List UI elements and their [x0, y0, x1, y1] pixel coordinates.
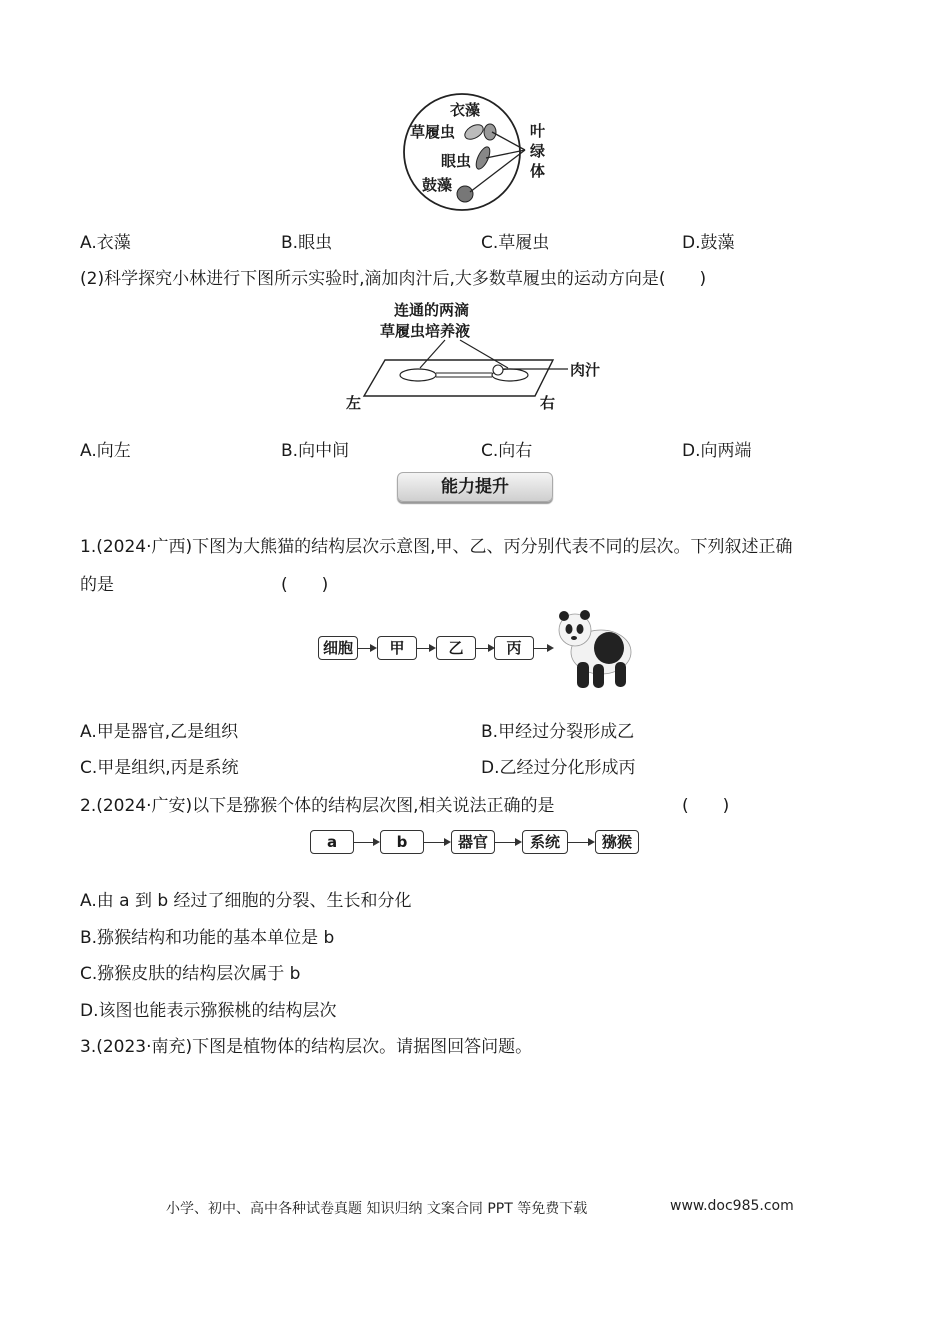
label-left: 左	[346, 394, 362, 412]
q2-stem: 2.(2024·广安)以下是猕猴个体的结构层次图,相关说法正确的是	[80, 796, 555, 816]
option-d: D.鼓藻	[682, 233, 735, 253]
option-a: A.向左	[80, 441, 131, 461]
flow-box-b: b	[380, 830, 424, 854]
option-b: B.向中间	[281, 441, 350, 461]
q1-answer-paren: ( )	[281, 575, 329, 595]
flow-box-a: a	[310, 830, 354, 854]
flow-box-monkey: 猕猴	[595, 830, 639, 854]
label-lv: 绿	[530, 142, 546, 160]
option-d: D.乙经过分化形成丙	[481, 758, 636, 778]
flow-box-bing: 丙	[494, 636, 534, 660]
label-guzao: 鼓藻	[422, 176, 453, 194]
paramecium-experiment-figure	[340, 298, 620, 414]
label-yizao: 衣藻	[450, 101, 481, 119]
option-c: C.甲是组织,丙是系统	[80, 758, 239, 778]
option-a: A.由 a 到 b 经过了细胞的分裂、生长和分化	[80, 891, 412, 911]
flow-box-organ: 器官	[451, 830, 495, 854]
flow-box-jia: 甲	[377, 636, 417, 660]
flow-arrow	[358, 648, 375, 649]
option-d: D.向两端	[682, 441, 752, 461]
question-stem: (2)科学探究小林进行下图所示实验时,滴加肉汁后,大多数草履虫的运动方向是( )	[80, 269, 707, 289]
flow-arrow	[354, 842, 378, 843]
flow-arrow	[424, 842, 449, 843]
option-b: B.甲经过分裂形成乙	[481, 722, 635, 742]
q2-answer-paren: ( )	[682, 796, 730, 816]
option-d: D.该图也能表示猕猴桃的结构层次	[80, 1001, 337, 1021]
flow-arrow	[495, 842, 520, 843]
label-right: 右	[540, 394, 556, 412]
option-c: C.向右	[481, 441, 533, 461]
label-yanchong: 眼虫	[441, 152, 472, 170]
flow-box-cell: 细胞	[318, 636, 358, 660]
flow-arrow	[476, 648, 493, 649]
label-ye: 叶	[530, 122, 546, 140]
microorganism-figure	[400, 92, 560, 214]
flow-arrow	[417, 648, 434, 649]
option-c: C.猕猴皮肤的结构层次属于 b	[80, 964, 301, 984]
label-ti: 体	[530, 162, 546, 180]
option-b: B.猕猴结构和功能的基本单位是 b	[80, 928, 335, 948]
label-rouzhi: 肉汁	[570, 361, 601, 379]
flow-arrow	[568, 842, 593, 843]
q3-stem: 3.(2023·南充)下图是植物体的结构层次。请据图回答问题。	[80, 1037, 533, 1057]
label-top-line1: 连通的两滴	[394, 301, 470, 319]
option-c: C.草履虫	[481, 233, 550, 253]
q1-stem-line2: 的是	[80, 575, 114, 595]
section-banner: 能力提升	[397, 472, 553, 502]
label-top-line2: 草履虫培养液	[380, 322, 471, 340]
footer-url[interactable]: www.doc985.com	[670, 1198, 794, 1214]
label-caolvchong: 草履虫	[410, 123, 456, 141]
flow-box-yi: 乙	[436, 636, 476, 660]
option-b: B.眼虫	[281, 233, 333, 253]
flow-box-system: 系统	[522, 830, 568, 854]
option-a: A.衣藻	[80, 233, 131, 253]
panda-image	[555, 604, 635, 692]
option-a: A.甲是器官,乙是组织	[80, 722, 239, 742]
flow-arrow	[534, 648, 552, 649]
q1-stem-line1: 1.(2024·广西)下图为大熊猫的结构层次示意图,甲、乙、丙分别代表不同的层次。下列叙述正确	[80, 537, 793, 557]
footer-text: 小学、初中、高中各种试卷真题 知识归纳 文案合同 PPT 等免费下载	[166, 1201, 588, 1217]
